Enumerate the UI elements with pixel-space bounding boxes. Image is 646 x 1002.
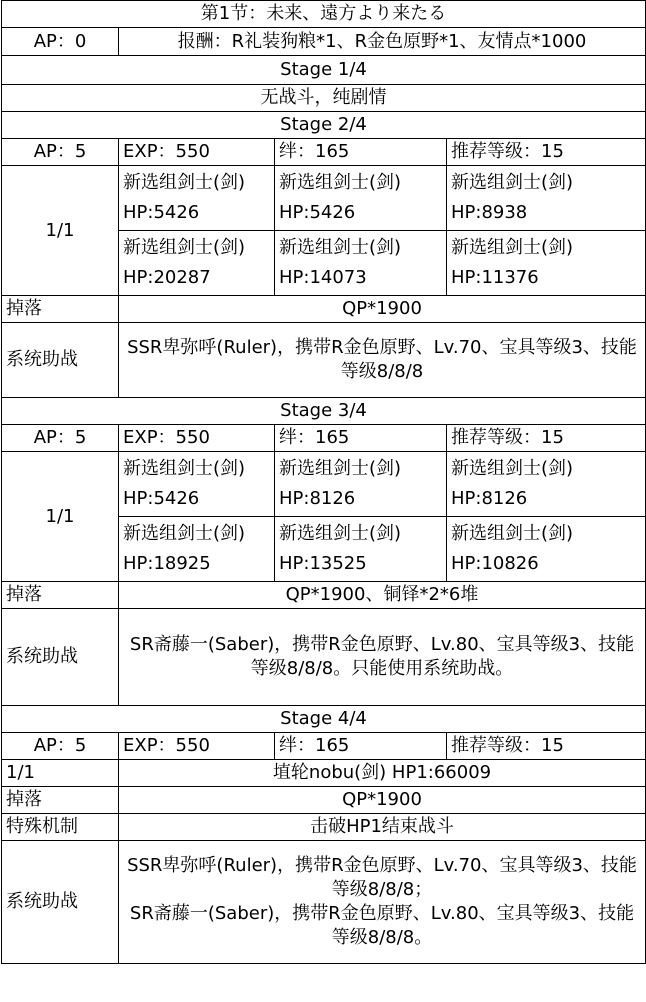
enemy-name: 新选组剑士(剑) — [279, 172, 402, 193]
enemy-cell — [275, 166, 447, 231]
stage2-exp: EXP：550 — [119, 139, 275, 166]
stage4-mechanic: 击破HP1结束战斗 — [119, 814, 646, 841]
enemy-hp: HP:8126 — [279, 488, 356, 509]
enemy-cell — [119, 517, 275, 582]
enemy-cell — [275, 517, 447, 582]
stage4-level: 推荐等级：15 — [447, 733, 646, 760]
enemy-name: 新选组剑士(剑) — [123, 237, 246, 258]
enemy-cell — [447, 231, 646, 296]
stage2-level: 推荐等级：15 — [447, 139, 646, 166]
enemy-name: 新选组剑士(剑) — [451, 237, 574, 258]
stage1-note: 无战斗，纯剧情 — [2, 85, 646, 112]
enemy-hp: HP:11376 — [451, 267, 539, 288]
enemy-name: 新选组剑士(剑) — [279, 237, 402, 258]
enemy-name: 新选组剑士(剑) — [123, 523, 246, 544]
enemy-name: 新选组剑士(剑) — [279, 523, 402, 544]
enemy-hp: HP:20287 — [123, 267, 211, 288]
stage4-wave: 1/1 — [2, 760, 119, 787]
stage4-bond: 绊：165 — [275, 733, 447, 760]
stage4-support-line1: SSR卑弥呼(Ruler)，携带R金色原野、Lv.70、宝具等级3、技能等级8/8/8； — [127, 855, 637, 900]
enemy-name: 新选组剑士(剑) — [451, 523, 574, 544]
stage2-drop: QP*1900 — [119, 296, 646, 323]
enemy-cell — [119, 452, 275, 517]
enemy-hp: HP:18925 — [123, 553, 211, 574]
enemy-hp: HP:5426 — [123, 202, 200, 223]
stage4-support-line2: SR斋藤一(Saber)，携带R金色原野、Lv.80、宝具等级3、技能等级8/8/8。 — [129, 903, 635, 948]
enemy-hp: HP:14073 — [279, 267, 367, 288]
stage4-exp: EXP：550 — [119, 733, 275, 760]
stage2-support: SSR卑弥呼(Ruler)，携带R金色原野、Lv.70、宝具等级3、技能等级8/8/8 — [119, 323, 646, 398]
stage4-support-label: 系统助战 — [2, 841, 119, 964]
stage3-ap: AP：5 — [2, 425, 119, 452]
enemy-hp: HP:8938 — [451, 202, 528, 223]
quest-table — [1, 0, 646, 964]
stage3-drop-label: 掉落 — [2, 582, 119, 609]
enemy-hp: HP:5426 — [279, 202, 356, 223]
stage2-drop-label: 掉落 — [2, 296, 119, 323]
stage4-mechanic-label: 特殊机制 — [2, 814, 119, 841]
stage2-wave: 1/1 — [2, 166, 119, 296]
stage4-header: Stage 4/4 — [2, 706, 646, 733]
enemy-cell — [447, 452, 646, 517]
ap-cost: AP：0 — [2, 28, 119, 56]
enemy-hp: HP:13525 — [279, 553, 367, 574]
stage3-support: SR斋藤一(Saber)，携带R金色原野、Lv.80、宝具等级3、技能等级8/8/8。只能使用系统助战。 — [119, 609, 646, 706]
enemy-cell — [119, 231, 275, 296]
stage3-bond: 绊：165 — [275, 425, 447, 452]
enemy-name: 新选组剑士(剑) — [451, 458, 574, 479]
enemy-cell — [447, 166, 646, 231]
stage3-level: 推荐等级：15 — [447, 425, 646, 452]
enemy-name: 新选组剑士(剑) — [279, 458, 402, 479]
stage2-bond: 绊：165 — [275, 139, 447, 166]
stage2-header: Stage 2/4 — [2, 112, 646, 139]
stage4-drop: QP*1900 — [119, 787, 646, 814]
reward-text: 报酬：R礼装狗粮*1、R金色原野*1、友情点*1000 — [119, 28, 646, 56]
stage3-exp: EXP：550 — [119, 425, 275, 452]
enemy-cell — [275, 231, 447, 296]
chapter-title: 第1节：未来、遠方より来たる — [2, 1, 646, 28]
enemy-hp: HP:10826 — [451, 553, 539, 574]
enemy-cell — [447, 517, 646, 582]
enemy-name: 新选组剑士(剑) — [451, 172, 574, 193]
stage3-support-label: 系统助战 — [2, 609, 119, 706]
stage3-wave: 1/1 — [2, 452, 119, 582]
stage4-support — [119, 841, 646, 964]
enemy-hp: HP:5426 — [123, 488, 200, 509]
enemy-name: 新选组剑士(剑) — [123, 458, 246, 479]
stage4-ap: AP：5 — [2, 733, 119, 760]
stage1-header: Stage 1/4 — [2, 56, 646, 85]
enemy-cell — [119, 166, 275, 231]
stage2-ap: AP：5 — [2, 139, 119, 166]
stage2-support-label: 系统助战 — [2, 323, 119, 398]
stage4-drop-label: 掉落 — [2, 787, 119, 814]
stage3-drop: QP*1900、铜铎*2*6堆 — [119, 582, 646, 609]
enemy-cell — [275, 452, 447, 517]
enemy-name: 新选组剑士(剑) — [123, 172, 246, 193]
enemy-hp: HP:8126 — [451, 488, 528, 509]
stage3-header: Stage 3/4 — [2, 398, 646, 425]
stage4-enemy: 埴轮nobu(剑) HP1:66009 — [119, 760, 646, 787]
